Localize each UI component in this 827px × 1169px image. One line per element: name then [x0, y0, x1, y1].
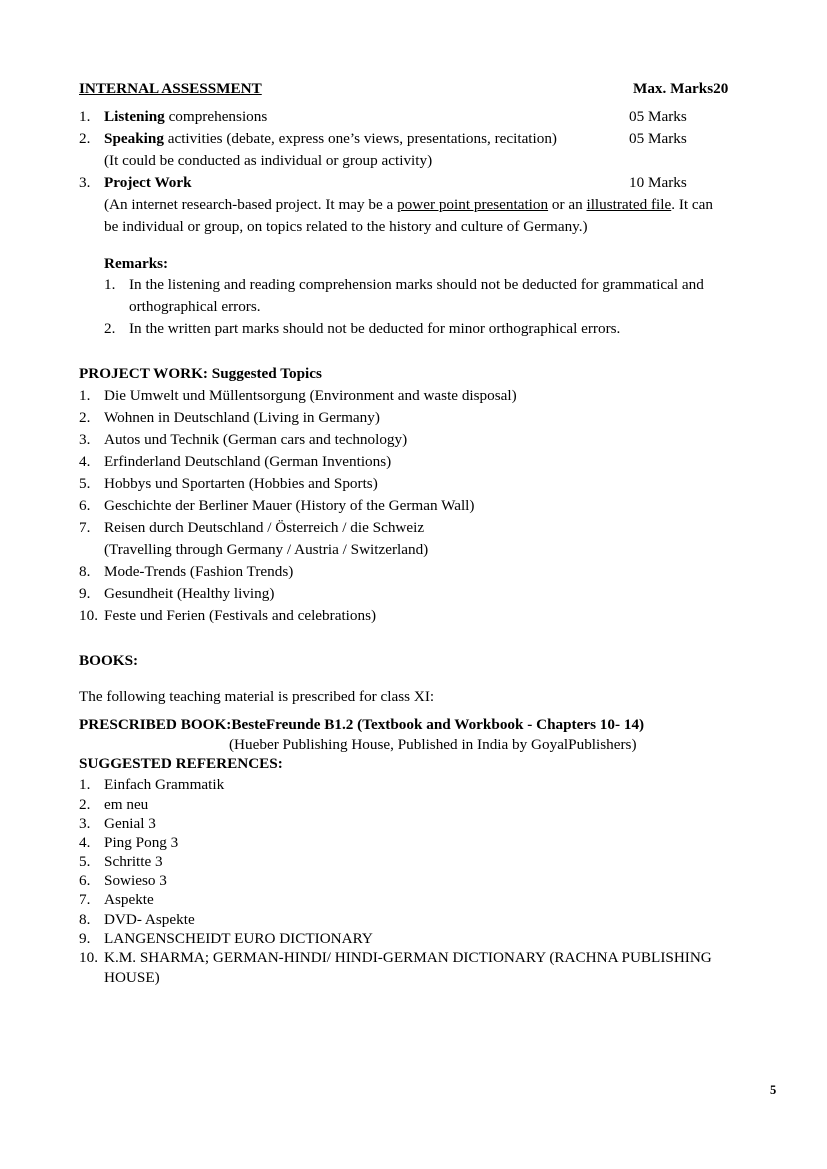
topic-number: 5.	[79, 475, 91, 492]
topic-item: Erfinderland Deutschland (German Inventions)	[104, 453, 392, 470]
reference-item: LANGENSCHEIDT EURO DICTIONARY	[104, 930, 373, 947]
topic-item: Reisen durch Deutschland / Österreich / die Schweiz	[104, 519, 425, 536]
project-desc-text: (An internet research-based project. It may be a	[104, 196, 398, 213]
assessment-item-marks: 05 Marks	[629, 108, 687, 125]
reference-number: 2.	[79, 796, 91, 813]
reference-number: 5.	[79, 853, 91, 870]
topic-item-cont: (Travelling through Germany / Austria / Switzerland)	[104, 541, 429, 558]
assessment-item-listening	[104, 108, 267, 126]
reference-item: em neu	[104, 796, 149, 813]
prescribed-book: PRESCRIBED BOOK:BesteFreunde B1.2 (Textbook and Workbook - Chapters 10- 14)	[79, 716, 645, 733]
topic-number: 8.	[79, 563, 91, 580]
assessment-item-marks: 10 Marks	[629, 174, 687, 191]
topic-item: Wohnen in Deutschland (Living in Germany)	[104, 409, 380, 426]
publisher: (Hueber Publishing House, Published in India by GoyalPublishers)	[229, 736, 637, 753]
max-marks: Max. Marks20	[633, 80, 729, 97]
reference-number: 4.	[79, 834, 91, 851]
reference-item: Sowieso 3	[104, 872, 167, 889]
topic-number: 4.	[79, 453, 91, 470]
books-intro: The following teaching material is prescribed for class XI:	[79, 688, 435, 705]
assessment-item-bold: Listening	[104, 108, 165, 125]
topic-number: 10.	[79, 607, 98, 624]
assessment-item-text: comprehensions	[164, 108, 268, 125]
reference-item: Schritte 3	[104, 853, 163, 870]
topic-item: Hobbys und Sportarten (Hobbies and Sports)	[104, 475, 378, 492]
topic-number: 3.	[79, 431, 91, 448]
remark-text: In the written part marks should not be deducted for minor orthographical errors.	[129, 320, 621, 337]
books-heading: BOOKS:	[79, 652, 139, 669]
remark-number: 1.	[104, 276, 116, 293]
reference-item: Ping Pong 3	[104, 834, 179, 851]
topic-number: 6.	[79, 497, 91, 514]
project-description-line2: be individual or group, on topics related to the history and culture of Germany.)	[104, 218, 588, 235]
topic-item: Gesundheit (Healthy living)	[104, 585, 275, 602]
project-desc-text: . It can	[671, 196, 713, 213]
assessment-item-bold: Speaking	[104, 130, 164, 147]
assessment-item-text: activities (debate, express one’s views, presentations, recitation)	[163, 130, 557, 147]
project-desc-text: or an	[548, 196, 587, 213]
topic-item: Feste und Ferien (Festivals and celebrations)	[104, 607, 377, 624]
references-heading: SUGGESTED REFERENCES:	[79, 755, 283, 772]
assessment-item-number: 1.	[79, 108, 91, 125]
power-point-underlined: power point presentation	[397, 196, 549, 213]
reference-number: 9.	[79, 930, 91, 947]
remark-text-cont: orthographical errors.	[129, 298, 261, 315]
topic-number: 9.	[79, 585, 91, 602]
topic-number: 7.	[79, 519, 91, 536]
remark-text: In the listening and reading comprehension marks should not be deducted for grammatical and	[129, 276, 704, 293]
project-description-line1	[104, 196, 713, 214]
internal-assessment-heading: INTERNAL ASSESSMENT	[79, 80, 262, 97]
reference-item: K.M. SHARMA; GERMAN-HINDI/ HINDI-GERMAN DICTIONARY (RACHNA PUBLISHING	[104, 949, 712, 966]
page-number: 5	[770, 1083, 777, 1097]
assessment-item-speaking	[104, 130, 557, 148]
topic-item: Geschichte der Berliner Mauer (History of the German Wall)	[104, 497, 475, 514]
topic-number: 2.	[79, 409, 91, 426]
reference-item: Genial 3	[104, 815, 156, 832]
assessment-item-note: (It could be conducted as individual or group activity)	[104, 152, 433, 169]
reference-number: 7.	[79, 891, 91, 908]
topic-item: Die Umwelt und Müllentsorgung (Environment and waste disposal)	[104, 387, 517, 404]
illustrated-file-underlined: illustrated file	[586, 196, 672, 213]
reference-item-cont: HOUSE)	[104, 969, 160, 986]
reference-number: 1.	[79, 776, 91, 793]
reference-number: 10.	[79, 949, 98, 966]
topic-number: 1.	[79, 387, 91, 404]
remarks-heading: Remarks:	[104, 255, 169, 272]
reference-number: 8.	[79, 911, 91, 928]
assessment-item-number: 2.	[79, 130, 91, 147]
topic-item: Autos und Technik (German cars and technology)	[104, 431, 408, 448]
project-topics-heading: PROJECT WORK: Suggested Topics	[79, 365, 322, 382]
reference-item: Einfach Grammatik	[104, 776, 225, 793]
reference-number: 6.	[79, 872, 91, 889]
reference-number: 3.	[79, 815, 91, 832]
assessment-item-marks: 05 Marks	[629, 130, 687, 147]
reference-item: DVD- Aspekte	[104, 911, 195, 928]
assessment-item-project-work: Project Work	[104, 174, 192, 191]
topic-item: Mode-Trends (Fashion Trends)	[104, 563, 294, 580]
assessment-item-number: 3.	[79, 174, 91, 191]
remark-number: 2.	[104, 320, 116, 337]
reference-item: Aspekte	[104, 891, 154, 908]
